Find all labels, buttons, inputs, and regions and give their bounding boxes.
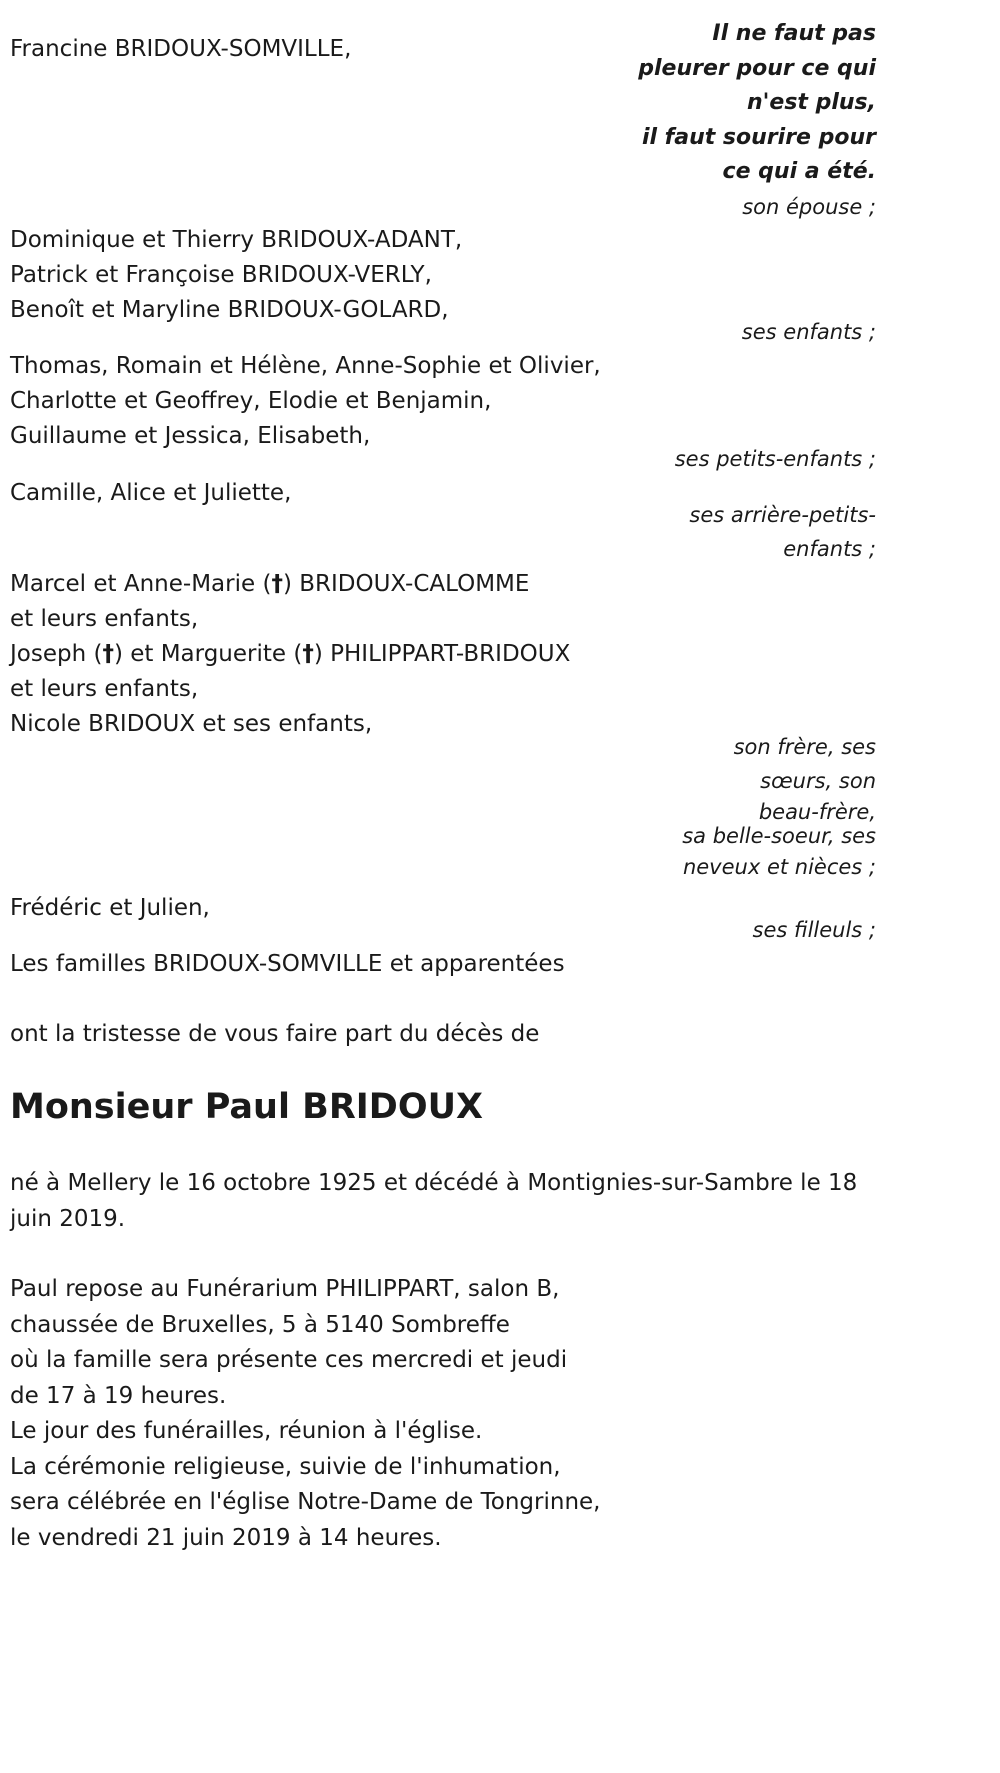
sibling-line: et leurs enfants, xyxy=(10,676,199,702)
sibling-line: et leurs enfants, xyxy=(10,606,199,632)
godchildren-names: Frédéric et Julien, xyxy=(10,895,210,921)
quote-line: n'est plus, xyxy=(747,90,876,115)
deceased-name: Monsieur Paul BRIDOUX xyxy=(10,1087,484,1127)
relation-line: neveux et nièces ; xyxy=(682,855,876,879)
children-names xyxy=(10,223,462,328)
relation-line: sœurs, son xyxy=(760,769,876,793)
announcement-text: ont la tristesse de vous faire part du décès de xyxy=(10,1021,540,1047)
info-line: chaussée de Bruxelles, 5 à 5140 Sombreffe xyxy=(10,1311,510,1338)
info-line: La cérémonie religieuse, suivie de l'inhumation, xyxy=(10,1453,561,1480)
info-line: juin 2019. xyxy=(10,1205,126,1232)
quote-line: Il ne faut pas xyxy=(712,21,876,46)
quote-line: il faut sourire pour xyxy=(641,124,876,150)
families-line: Les familles BRIDOUX-SOMVILLE et apparentées xyxy=(10,951,565,977)
info-line: sera célébrée en l'église Notre-Dame de Tongrinne, xyxy=(10,1489,601,1515)
godchildren-relation: ses filleuls ; xyxy=(752,918,876,942)
spouse-name: Francine BRIDOUX-SOMVILLE, xyxy=(10,36,352,62)
grandchildren-line: Guillaume et Jessica, Elisabeth, xyxy=(10,423,371,449)
relation-line: ses arrière-petits- xyxy=(689,503,876,527)
grandchildren-line: Charlotte et Geoffrey, Elodie et Benjamin, xyxy=(10,388,492,414)
great-grandchildren-relation xyxy=(689,498,876,566)
sibling-line: Marcel et Anne-Marie (†) BRIDOUX-CALOMME xyxy=(10,571,530,597)
relation-line: beau-frère, xyxy=(758,800,876,824)
funeral-info xyxy=(10,1272,601,1556)
grandchildren-names xyxy=(10,349,601,454)
great-grandchildren-names: Camille, Alice et Juliette, xyxy=(10,480,292,506)
birth-death-info xyxy=(10,1166,857,1237)
sibling-line: Nicole BRIDOUX et ses enfants, xyxy=(10,711,373,737)
relation-line: sa belle-soeur, ses xyxy=(682,824,876,848)
child-couple: Benoît et Maryline BRIDOUX-GOLARD, xyxy=(10,297,449,323)
memorial-quote xyxy=(638,17,876,190)
sibling-line: Joseph (†) et Marguerite (†) PHILIPPART-BRIDOUX xyxy=(10,641,571,667)
children-relation: ses enfants ; xyxy=(741,320,876,344)
siblings-names xyxy=(10,567,570,742)
quote-line: pleurer pour ce qui xyxy=(638,55,876,81)
relation-line: enfants ; xyxy=(783,537,876,561)
info-line: le vendredi 21 juin 2019 à 14 heures. xyxy=(10,1524,442,1551)
info-line: Le jour des funérailles, réunion à l'église. xyxy=(10,1418,483,1444)
child-couple: Dominique et Thierry BRIDOUX-ADANT, xyxy=(10,227,463,253)
info-line: né à Mellery le 16 octobre 1925 et décédé à Montignies-sur-Sambre le 18 xyxy=(10,1170,858,1196)
spouse-relation: son épouse ; xyxy=(742,195,876,219)
cross-icon: † xyxy=(271,571,283,597)
info-line: de 17 à 19 heures. xyxy=(10,1382,227,1409)
cross-icon: † xyxy=(302,641,314,667)
siblings-relation xyxy=(682,730,876,884)
relation-line: son frère, ses xyxy=(733,735,876,759)
quote-line: ce qui a été. xyxy=(722,159,876,184)
info-line: où la famille sera présente ces mercredi et jeudi xyxy=(10,1347,568,1373)
grandchildren-line: Thomas, Romain et Hélène, Anne-Sophie et Olivier, xyxy=(10,353,601,379)
child-couple: Patrick et Françoise BRIDOUX-VERLY, xyxy=(10,262,432,288)
cross-icon: † xyxy=(102,641,114,667)
info-line: Paul repose au Funérarium PHILIPPART, salon B, xyxy=(10,1276,560,1302)
grandchildren-relation: ses petits-enfants ; xyxy=(674,447,876,471)
